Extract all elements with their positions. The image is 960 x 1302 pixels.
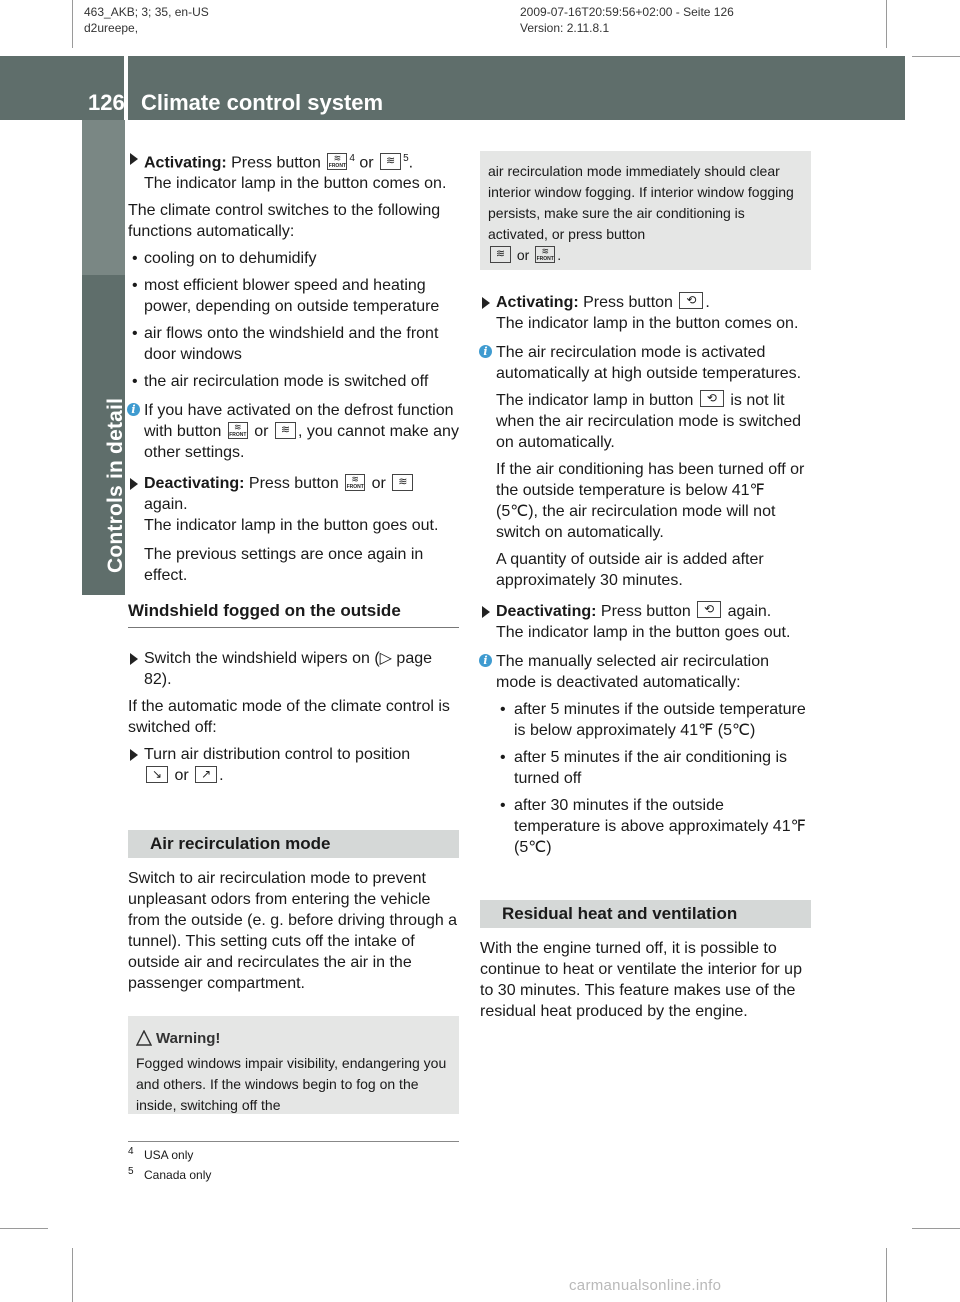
step-result: The indicator lamp in the button goes out.: [144, 517, 439, 535]
side-tab-text: Controls in detail: [104, 397, 127, 573]
warning-title-text: Warning!: [156, 1030, 221, 1048]
info-text: , you cannot make any other settings.: [144, 423, 459, 462]
footnote: [128, 1165, 459, 1185]
info-text: If the air conditioning has been turned off or the outside temperature is below 41℉ (5℃), the air recirculation mode will not switch on automatically.: [496, 461, 805, 541]
footnotes: [128, 1141, 459, 1185]
section-residual-heat: Residual heat and ventilation: [480, 900, 811, 928]
step-arrow-icon: [130, 653, 138, 665]
info-text: The manually selected air recirculation mode is deactivated automatically:: [496, 653, 770, 691]
warning-text: or: [513, 247, 534, 263]
front-defrost-icon: ≋ FRONT: [229, 421, 247, 438]
front-label: FRONT: [346, 483, 364, 490]
front-label: FRONT: [229, 431, 247, 438]
info-note-auto-recirc: [480, 342, 811, 591]
right-column: [480, 148, 811, 1028]
step-arrow-icon: [130, 749, 138, 761]
step-text: .: [705, 294, 710, 311]
info-text: The air recirculation mode is activated automatically at high outside temperatures.: [496, 344, 802, 382]
info-text: is not lit when the air recirculation mode is switched on automatically.: [496, 392, 802, 451]
step-text: .: [408, 154, 414, 172]
rear-defrost-icon: ≋: [275, 422, 296, 439]
step-arrow-icon: [482, 297, 490, 309]
front-label: FRONT: [536, 255, 554, 262]
list-item: • cooling on to dehumidify: [128, 248, 459, 269]
warning-text: air recirculation mode immediately should clear interior window fogging. If interior window fogging persists, make sure the air conditioning is activated, or press button: [488, 163, 794, 242]
info-text: The indicator lamp in button: [496, 392, 698, 409]
step-deactivating: [128, 473, 459, 586]
residual-heat-text: With the engine turned off, it is possible to continue to heat or ventilate the interior for up to 30 minutes. This feature makes use of the residual heat produced by the engine.: [480, 940, 802, 1020]
subheading-windshield: Windshield fogged on the outside: [128, 600, 459, 628]
header-bar: [0, 56, 905, 120]
deactivation-list: [496, 699, 811, 858]
info-icon: i: [479, 345, 492, 358]
footnote-number: 4: [128, 1146, 134, 1157]
meta-line: Version: 2.11.8.1: [520, 21, 610, 35]
list-item: • after 5 minutes if the outside temperature is below approximately 41℉ (5℃): [496, 699, 811, 741]
step-result: The indicator lamp in the button comes on.: [496, 315, 799, 332]
info-icon: i: [479, 654, 492, 667]
warning-title: [136, 1028, 451, 1049]
step-label: Deactivating:: [144, 475, 245, 493]
crop-mark: [0, 1228, 48, 1229]
warning-box: [128, 1016, 459, 1114]
air-distribution-footwell-icon: ↗: [195, 766, 217, 783]
step-switch-wipers: [128, 648, 459, 690]
step-activating: [128, 148, 459, 194]
footnote-number: 5: [128, 1166, 134, 1177]
meta-line: 463_AKB; 3; 35, en-US: [84, 5, 209, 19]
info-icon: i: [127, 403, 140, 416]
step-arrow-icon: [482, 606, 490, 618]
step-label: Activating:: [496, 294, 579, 311]
crop-mark: [912, 56, 960, 57]
step-text: Switch the windshield wipers on (▷ page 82).: [144, 650, 433, 689]
step-turn-air: [128, 744, 459, 786]
rear-defrost-icon: ≋: [392, 474, 413, 491]
air-recirculation-icon: ⟲: [700, 390, 724, 407]
info-note-manual-recirc: [480, 651, 811, 858]
step-activating-recirc: [480, 292, 811, 334]
crop-mark: [886, 1248, 887, 1302]
step-text: .: [219, 767, 224, 785]
step-text: or: [170, 767, 194, 785]
crop-mark: [886, 0, 887, 48]
step-result: The indicator lamp in the button comes on.: [144, 175, 447, 193]
info-note-defrost: [128, 400, 459, 463]
list-item: • the air recirculation mode is switched off: [128, 371, 459, 392]
footnote-text: USA only: [144, 1148, 194, 1162]
step-result: The previous settings are once again in effect.: [144, 546, 424, 585]
meta-line: 2009-07-16T20:59:56+02:00 - Seite 126: [520, 5, 734, 19]
footnote-ref: 4: [349, 153, 355, 164]
step-text: or: [367, 475, 391, 493]
chapter-title: Climate control system: [141, 90, 384, 115]
left-column: [128, 148, 459, 1114]
step-text: or: [354, 154, 379, 172]
side-block: [82, 120, 125, 275]
front-label: FRONT: [328, 162, 346, 169]
print-meta-left: [84, 4, 209, 36]
watermark: carmanualsonline.info: [569, 1277, 722, 1294]
step-text: again.: [144, 496, 188, 514]
warning-continued-box: [480, 151, 811, 270]
step-text: Press button: [226, 154, 326, 172]
auto-functions-list: [128, 248, 459, 392]
front-defrost-icon: ≋ FRONT: [346, 473, 364, 490]
info-text: If you have activated on the defrost function with button: [144, 402, 454, 441]
air-recirculation-text: Switch to air recirculation mode to prevent unpleasant odors from entering the vehicle from the outside (e. g. before driving through a tunnel). This setting cuts off the intake of outside air and recirculates the air in the passenger compartment.: [128, 870, 458, 993]
page-number: 126: [88, 90, 125, 115]
step-result: The indicator lamp in the button goes out.: [496, 624, 791, 641]
intro-text: The climate control switches to the following functions automatically:: [128, 202, 441, 241]
info-text: or: [249, 423, 273, 441]
list-item: • after 5 minutes if the air conditioning is turned off: [496, 747, 811, 789]
footnote: [128, 1145, 459, 1165]
rear-defrost-icon: ≋: [490, 246, 511, 263]
crop-mark: [72, 0, 73, 48]
step-text: Turn air distribution control to position: [144, 746, 411, 764]
list-item: • air flows onto the windshield and the front door windows: [128, 323, 459, 365]
air-recirculation-icon: ⟲: [697, 601, 721, 618]
step-deactivating-recirc: [480, 601, 811, 643]
step-text: Press button: [578, 294, 678, 311]
info-text: A quantity of outside air is added after approximately 30 minutes.: [496, 551, 764, 589]
meta-line: d2ureepe,: [84, 21, 139, 35]
step-text: Press button: [596, 603, 696, 620]
rear-defrost-icon: ≋: [380, 153, 401, 170]
step-arrow-icon: [130, 478, 138, 490]
step-label: Deactivating:: [496, 603, 597, 620]
warning-text: Fogged windows impair visibility, endangering you and others. If the windows begin to fog on the inside, switching off the: [136, 1055, 447, 1114]
air-recirculation-icon: ⟲: [679, 292, 703, 309]
footnote-text: Canada only: [144, 1168, 212, 1182]
step-text: Press button: [244, 475, 344, 493]
crop-mark: [72, 1248, 73, 1302]
side-tab-label: [82, 275, 125, 595]
step-label: Activating:: [144, 154, 227, 172]
section-air-recirculation: Air recirculation mode: [128, 830, 459, 858]
warning-triangle-icon: [136, 1030, 152, 1046]
auto-off-text: If the automatic mode of the climate control is switched off:: [128, 698, 450, 737]
print-meta-right: [520, 4, 734, 36]
front-defrost-icon: ≋ FRONT: [536, 245, 554, 262]
step-arrow-icon: [130, 153, 138, 165]
crop-mark: [912, 1228, 960, 1229]
list-item: • after 30 minutes if the outside temperature is above approximately 41℉ (5℃): [496, 795, 811, 858]
list-item: • most efficient blower speed and heating power, depending on outside temperature: [128, 275, 459, 317]
warning-text: .: [557, 247, 562, 263]
front-defrost-icon: ≋ FRONT: [328, 152, 346, 169]
footnote-ref: 5: [403, 153, 409, 164]
air-distribution-windshield-icon: ↘: [146, 766, 168, 783]
step-text: again.: [723, 603, 772, 620]
